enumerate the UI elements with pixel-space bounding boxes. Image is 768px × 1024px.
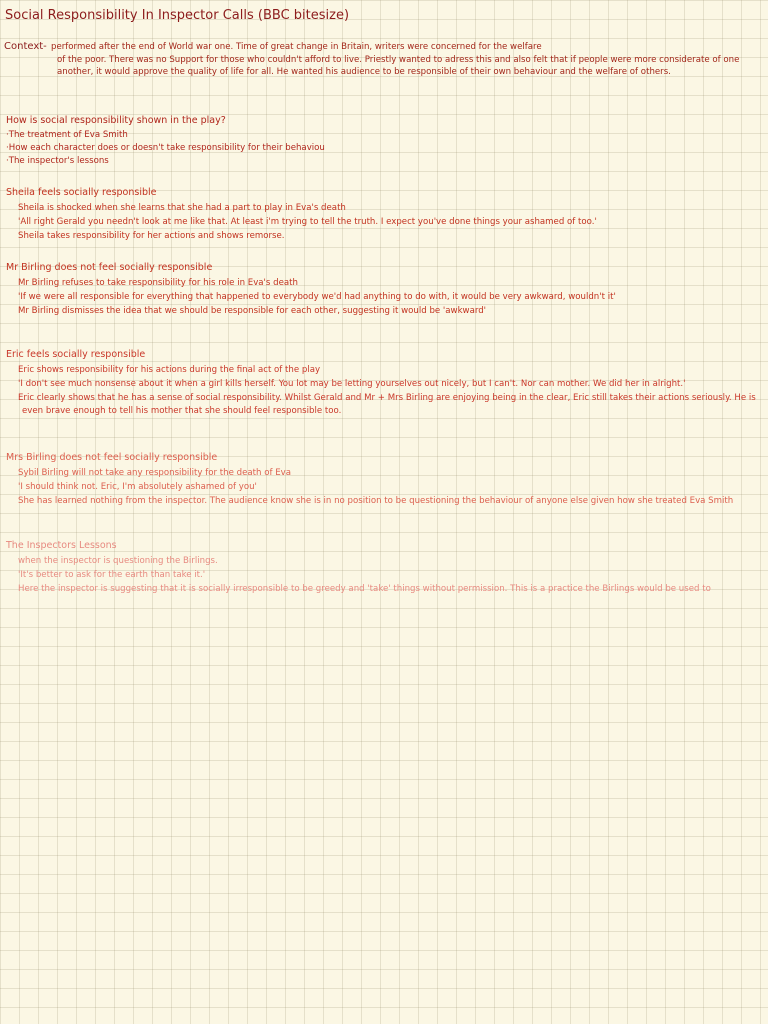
- arrow-icon: [6, 377, 18, 390]
- arrow-icon: [6, 554, 18, 567]
- mr-birling-quote: 'If we were all responsible for everything that happened to everybody we'd had anything to do with, it would be very awkward, wouldn't it': [6, 290, 762, 304]
- arrow-icon: [6, 391, 18, 404]
- lessons-heading: The Inspectors Lessons: [6, 540, 117, 551]
- lessons-point: Here the inspector is suggesting that it is socially irresponsible to be greedy and 'take' things without permission. This is a practice the Birlings would be used to: [6, 582, 762, 596]
- arrow-icon: [6, 494, 18, 507]
- arrow-icon: [6, 480, 18, 493]
- lessons-section: [6, 539, 762, 596]
- mrs-birling-point: Sybil Birling will not take any responsibility for the death of Eva: [6, 466, 762, 480]
- lessons-point: when the inspector is questioning the Birlings.: [6, 554, 762, 568]
- context-label: Context-: [4, 41, 47, 52]
- context-rest: of the poor. There was no Support for those who couldn't afford to live. Priestly wanted to adress this and also felt that if people were more considerate of one another, it would approve the quality of life for all. He wanted his audience to be responsible of their own behaviour and the welfare of others.: [57, 54, 740, 77]
- mrs-birling-heading: Mrs Birling does not feel socially responsible: [6, 452, 218, 463]
- mr-birling-heading: Mr Birling does not feel socially responsible: [6, 262, 213, 273]
- arrow-icon: [6, 582, 18, 595]
- sheila-heading: Sheila feels socially responsible: [6, 187, 157, 198]
- eric-quote: 'I don't see much nonsense about it when a girl kills herself. You lot may be letting yourselves out nicely, but I can't. Nor can mother. We did her in alright.': [6, 377, 762, 391]
- context-body: [51, 41, 764, 79]
- page-title: Social Responsibility In Inspector Calls (BBC bitesize): [5, 8, 350, 23]
- mr-birling-section: [6, 261, 762, 318]
- question-item: ·How each character does or doesn't take responsibility for their behaviou: [6, 143, 325, 153]
- arrow-icon: [6, 304, 18, 317]
- mr-birling-point: Mr Birling refuses to take responsibility for his role in Eva's death: [6, 276, 762, 290]
- arrow-icon: [6, 363, 18, 376]
- arrow-icon: [6, 201, 18, 214]
- questions-section: [6, 114, 762, 168]
- question-item: ·The inspector's lessons: [6, 156, 109, 166]
- sheila-point: Sheila takes responsibility for her actions and shows remorse.: [6, 229, 762, 243]
- arrow-icon: [6, 276, 18, 289]
- mrs-birling-point: She has learned nothing from the inspector. The audience know she is in no position to be questioning the behaviour of anyone else given how she treated Eva Smith: [6, 494, 762, 508]
- questions-heading: How is social responsibility shown in the play?: [6, 115, 226, 126]
- context-paragraph: [4, 41, 764, 79]
- sheila-quote: 'All right Gerald you needn't look at me like that. At least i'm trying to tell the truth. I expect you've done things your ashamed of too.': [6, 215, 762, 229]
- eric-point: Eric shows responsibility for his actions during the final act of the play: [6, 363, 762, 377]
- question-item: ·The treatment of Eva Smith: [6, 130, 128, 140]
- eric-section: [6, 348, 762, 418]
- lessons-quote: 'It's better to ask for the earth than take it.': [6, 568, 762, 582]
- mr-birling-point: Mr Birling dismisses the idea that we should be responsible for each other, suggesting it would be 'awkward': [6, 304, 762, 318]
- arrow-icon: [6, 466, 18, 479]
- arrow-icon: [6, 290, 18, 303]
- eric-point: Eric clearly shows that he has a sense of social responsibility. Whilst Gerald and Mr + Mrs Birling are enjoying being in the clear, Eric still takes their actions seriously. He is even brave enough to tell his mother that she should feel responsible too.: [6, 391, 762, 418]
- arrow-icon: [6, 229, 18, 242]
- sheila-point: Sheila is shocked when she learns that she had a part to play in Eva's death: [6, 201, 762, 215]
- eric-heading: Eric feels socially responsible: [6, 349, 146, 360]
- mrs-birling-section: [6, 451, 762, 508]
- arrow-icon: [6, 215, 18, 228]
- sheila-section: [6, 186, 762, 243]
- mrs-birling-quote: 'I should think not. Eric, I'm absolutely ashamed of you': [6, 480, 762, 494]
- context-first-line: performed after the end of World war one. Time of great change in Britain, writers were concerned for the welfare: [51, 42, 542, 52]
- arrow-icon: [6, 568, 18, 581]
